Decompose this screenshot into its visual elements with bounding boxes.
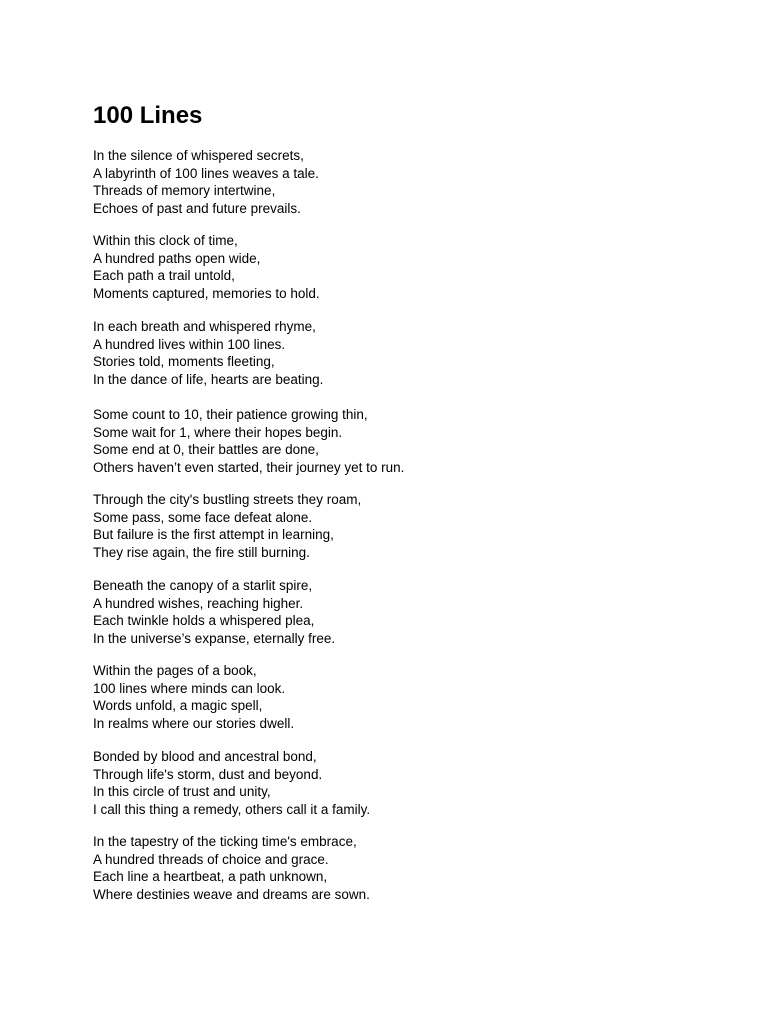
poem-line: Others haven’t even started, their journey yet to run. xyxy=(93,460,405,476)
stanza-8 xyxy=(93,748,370,819)
poem-line: Threads of memory intertwine, xyxy=(93,183,276,199)
stanza-4 xyxy=(93,406,404,477)
poem-line: A labyrinth of 100 lines weaves a tale. xyxy=(93,165,319,181)
stanza-5 xyxy=(93,491,361,562)
poem-line: In the universe’s expanse, eternally free. xyxy=(93,631,336,647)
poem-line: In the tapestry of the ticking time's embrace, xyxy=(93,834,357,849)
poem-line: Some end at 0, their battles are done, xyxy=(93,442,319,458)
poem-line: In the dance of life, hearts are beating. xyxy=(93,372,324,388)
stanza-6 xyxy=(93,577,335,648)
stanza-3 xyxy=(93,318,323,389)
poem-line: Moments captured, memories to hold. xyxy=(93,286,320,302)
poem-line: Where destinies weave and dreams are sown. xyxy=(93,887,370,903)
poem-line: In this circle of trust and unity, xyxy=(93,784,271,800)
stanza-1 xyxy=(93,147,319,218)
stanza-7 xyxy=(93,662,294,733)
poem-line: Through the city's bustling streets they roam, xyxy=(93,492,362,507)
poem-line: Within the pages of a book, xyxy=(93,663,257,678)
poem-line: They rise again, the fire still burning. xyxy=(93,545,310,561)
poem-line: Through life's storm, dust and beyond. xyxy=(93,766,323,782)
poem-line: Some wait for 1, where their hopes begin. xyxy=(93,424,343,440)
poem-line: In each breath and whispered rhyme, xyxy=(93,319,316,334)
poem-line: A hundred wishes, reaching higher. xyxy=(93,595,304,611)
poem-line: Bonded by blood and ancestral bond, xyxy=(93,749,317,764)
stanza-9 xyxy=(93,833,370,904)
poem-line: A hundred threads of choice and grace. xyxy=(93,851,329,867)
poem-line: I call this thing a remedy, others call it a family. xyxy=(93,802,371,818)
poem-line: Beneath the canopy of a starlit spire, xyxy=(93,578,313,593)
poem-line: In realms where our stories dwell. xyxy=(93,716,295,732)
poem-line: 100 lines where minds can look. xyxy=(93,680,286,696)
document-title: 100 Lines xyxy=(93,102,203,129)
poem-line: Each path a trail untold, xyxy=(93,268,235,284)
stanza-2 xyxy=(93,232,320,303)
poem-line: Words unfold, a magic spell, xyxy=(93,698,263,714)
poem-line: Each line a heartbeat, a path unknown, xyxy=(93,869,328,885)
poem-line: Stories told, moments fleeting, xyxy=(93,354,275,370)
poem-line: In the silence of whispered secrets, xyxy=(93,148,304,163)
poem-line: Some pass, some face defeat alone. xyxy=(93,509,313,525)
poem-line: Some count to 10, their patience growing thin, xyxy=(93,407,368,422)
poem-line: Within this clock of time, xyxy=(93,233,238,248)
poem-line: Echoes of past and future prevails. xyxy=(93,201,301,217)
poem-line: A hundred paths open wide, xyxy=(93,250,261,266)
poem-line: But failure is the first attempt in learning, xyxy=(93,527,334,543)
poem-line: Each twinkle holds a whispered plea, xyxy=(93,613,315,629)
poem-line: A hundred lives within 100 lines. xyxy=(93,336,286,352)
